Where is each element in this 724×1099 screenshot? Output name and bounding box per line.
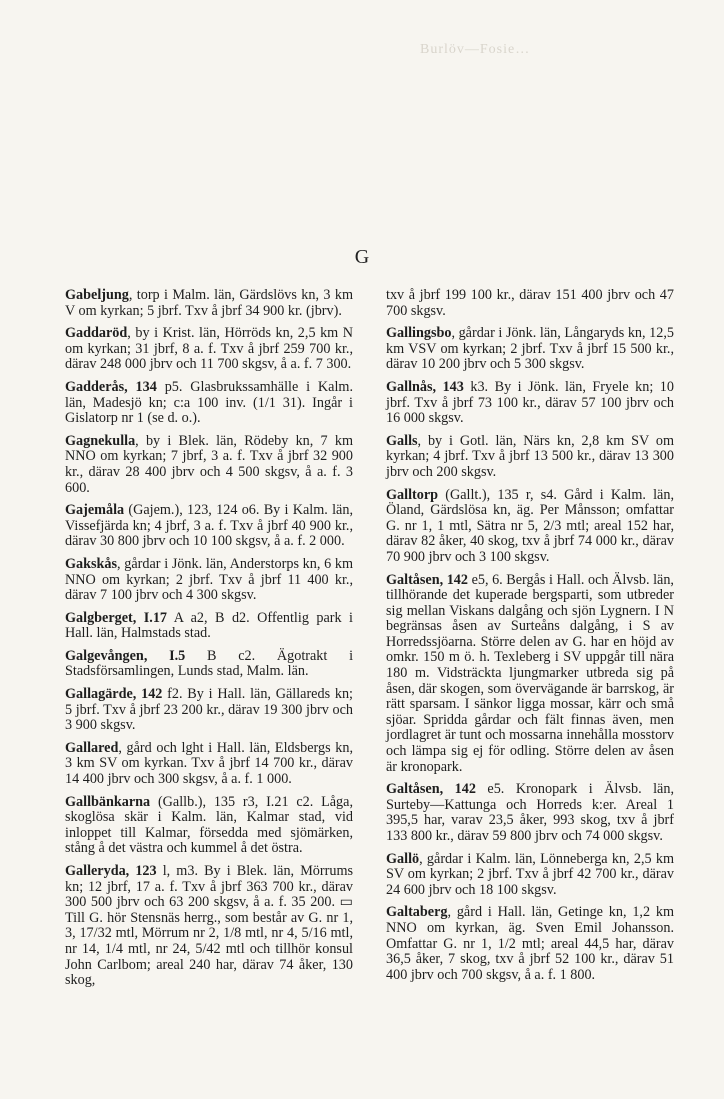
entry-body: txv å jbrf 199 100 kr., därav 151 400 jbrv och 47 700 skgsv. bbox=[386, 287, 674, 319]
show-through-text: Burlöv—Fosie… bbox=[420, 42, 531, 57]
entry-headword: Gakskås bbox=[65, 555, 118, 572]
entry-body: p5. Glasbrukssamhälle i Kalm. län, Madesjö kn; c:a 100 inv. (1/1 31). Ingår i Gislatorp nr 1 (se d. o.). bbox=[65, 378, 354, 427]
entry-body: (Gallb.), 135 r3, I.21 c2. Låga, skoglösa skär i Kalm. län, Kalmar stad, vid inloppet till Kalmar, försedda med sjömärken, stång å det västra och kummel å det östra. bbox=[65, 793, 353, 857]
entry-body: A a2, B d2. Offentlig park i Hall. län, Halmstads stad. bbox=[65, 609, 353, 642]
dictionary-entry bbox=[65, 288, 353, 319]
entry-body: (Gallt.), 135 r, s4. Gård i Kalm. län, Öland, Gärdslösa kn, äg. Per Månsson; omfattar G. nr 1, 1 mtl, Sätra nr 5, 2/3 mtl; areal 152 har, därav 82 åker, 40 skog, txv å jbrf 74 000 kr., därav 70 900 jbrv och 3 100 skgsv. bbox=[386, 486, 674, 565]
entry-body: , by i Blek. län, Rödeby kn, 7 km NNO om kyrkan; 7 jbrf, 3 a. f. Txv å jbrf 32 900 kr., därav 28 400 jbrv och 4 500 skgsv, å a. f. 3 600. bbox=[65, 432, 353, 496]
dictionary-entry bbox=[386, 288, 674, 319]
entry-body: (Gajem.), 123, 124 o6. By i Kalm. län, Vissefjärda kn; 4 jbrf, 3 a. f. Txv å jbrf 40 900 kr., därav 30 800 jbrv och 10 100 skgsv, å a. f. 2 000. bbox=[65, 502, 353, 550]
entry-headword: Gallnås, 143 bbox=[386, 378, 464, 395]
entry-headword: Gallagärde, 142 bbox=[65, 686, 163, 703]
entry-body: , gårdar i Jönk. län, Långaryds kn, 12,5 km VSV om kyrkan; 2 jbrf. Txv å jbrf 15 500 kr., därav 10 200 jbrv och 5 300 skgsv. bbox=[386, 325, 674, 373]
dictionary-entry bbox=[65, 326, 353, 373]
entry-body: , gårdar i Jönk. län, Anderstorps kn, 6 km NNO om kyrkan; 2 jbrf. Txv å jbrf 11 400 kr., därav 7 100 jbrv och 4 300 skgsv. bbox=[65, 555, 353, 604]
entry-body: , gård i Hall. län, Getinge kn, 1,2 km NNO om kyrkan, äg. Sven Emil Johansson. Omfattar G. nr 1, 1/2 mtl; areal 44,5 har, därav 36,5 åker, 7 skog, txv å jbrf 52 100 kr., därav 51 400 jbrv och 700 skgsv, å a. f. 1 800. bbox=[386, 904, 674, 983]
dictionary-entry bbox=[386, 852, 674, 899]
dictionary-entry bbox=[386, 573, 674, 776]
entry-body: , gårdar i Kalm. län, Lönneberga kn, 2,5 km SV om kyrkan; 2 jbrf. Txv å jbrf 42 700 kr., därav 24 600 jbrv och 18 100 skgsv. bbox=[386, 850, 674, 898]
dictionary-entry bbox=[65, 687, 353, 734]
entry-headword: Galtåsen, 142 bbox=[386, 781, 476, 798]
entry-body: k3. By i Jönk. län, Fryele kn; 10 jbrf. Txv å jbrf 73 100 kr., därav 57 100 jbrv och 16 000 skgsv. bbox=[386, 378, 674, 427]
entry-headword: Gallingsbo bbox=[386, 325, 452, 342]
left-column bbox=[65, 288, 353, 996]
entry-body: e5. Kronopark i Älvsb. län, Surteby—Kattunga och Horreds k:er. Areal 1 395,5 har, varav 23,5 åker, 993 skog, txv å jbrf 133 800 kr., därav 59 800 jbrv och 74 000 skgsv. bbox=[386, 781, 674, 844]
entry-body: f2. By i Hall. län, Gällareds kn; 5 jbrf. Txv å jbrf 23 200 kr., därav 19 300 jbrv och 3 900 skgsv. bbox=[65, 686, 353, 734]
entry-headword: Gaddaröd bbox=[65, 325, 128, 342]
dictionary-entry bbox=[65, 380, 353, 427]
dictionary-entry bbox=[386, 326, 674, 373]
entry-body: B c2. Ägotrakt i Stadsförsamlingen, Lunds stad, Malm. län. bbox=[65, 647, 354, 680]
entry-headword: Gabeljung bbox=[65, 287, 129, 303]
entry-headword: Galleryda, 123 bbox=[65, 863, 157, 879]
entry-headword: Gallbänkarna bbox=[65, 793, 151, 810]
entry-headword: Gajemåla bbox=[65, 502, 125, 519]
entry-headword: Galls bbox=[386, 432, 418, 449]
dictionary-entry bbox=[65, 649, 353, 680]
entry-headword: Gallö bbox=[386, 850, 420, 867]
dictionary-entry bbox=[65, 741, 353, 788]
right-column bbox=[386, 288, 674, 990]
dictionary-entry bbox=[65, 503, 353, 550]
entry-body: e5, 6. Bergås i Hall. och Älvsb. län, tillhörande det kuperade bergsparti, som utbreder sig mellan Viskans dalgång och sjön Lygnern. I N begränsas åsen av Surteåns dalgång, i S av Horredssjöarna. Större delen av G. har en höjd av omkr. 150 m ö. h. Texleberg i SV uppgår till nära 180 m. Vidsträckta ljungmarker utbreda sig på åsen, där skogen, som övervägande är barrskog, är rätt sparsam. I sänkor ligga mossar, kärr och små sjöar. Spridda gårdar och fält finnas även, men jordlagret är tunt och mossarna innehålla mosstorv och lämpa sig ej för odling. Större delen av åsen är kronopark. bbox=[386, 571, 674, 775]
entry-headword: Galltorp bbox=[386, 486, 439, 503]
dictionary-entry bbox=[65, 611, 353, 642]
entry-body: l, m3. By i Blek. län, Mörrums kn; 12 jbrf, 17 a. f. Txv å jbrf 363 700 kr., därav 300 500 jbrv och 63 200 skgsv, å a. f. 35 200. ▭ Till G. hör Stensnäs herrg., som består av G. nr 1, 3, 17/32 mtl, Mörrum nr 2, 1/8 mtl, nr 4, 5/16 mtl, nr 14, 1/4 mtl, nr 24, 5/42 mtl och tillhör konsul John Carlbom; areal 240 har, därav 74 åker, 130 skog, bbox=[65, 863, 354, 989]
dictionary-entry bbox=[386, 434, 674, 481]
dictionary-entry bbox=[65, 557, 353, 604]
entry-headword: Gadderås, 134 bbox=[65, 378, 157, 395]
dictionary-entry bbox=[65, 434, 353, 496]
entry-body: , gård och lght i Hall. län, Eldsbergs kn, 3 km SV om kyrkan. Txv å jbrf 14 700 kr., därav 14 400 jbrv och 300 skgsv, å a. f. 1 000. bbox=[65, 739, 353, 788]
entry-headword: Galtaberg bbox=[386, 904, 448, 921]
entry-body: , torp i Malm. län, Gärdslövs kn, 3 km V om kyrkan; 5 jbrf. Txv å jbrf 34 900 kr. (jbrv). bbox=[65, 287, 353, 319]
dictionary-entry bbox=[386, 905, 674, 983]
dictionary-entry bbox=[65, 795, 353, 857]
dictionary-entry bbox=[386, 782, 674, 844]
dictionary-entry bbox=[386, 488, 674, 566]
entry-headword: Gagnekulla bbox=[65, 432, 136, 449]
entry-headword: Galgberget, I.17 bbox=[65, 609, 168, 626]
entry-body: , by i Gotl. län, Närs kn, 2,8 km SV om kyrkan; 4 jbrf. Txv å jbrf 13 500 kr., därav 13 300 jbrv och 200 skgsv. bbox=[386, 432, 674, 480]
section-letter: G bbox=[354, 246, 370, 268]
entry-headword: Galtåsen, 142 bbox=[386, 571, 468, 588]
entry-body: , by i Krist. län, Hörröds kn, 2,5 km N om kyrkan; 31 jbrf, 8 a. f. Txv å jbrf 259 700 kr., därav 248 000 jbrv och 11 700 skgsv, å a. f. 7 300. bbox=[65, 325, 353, 373]
entry-headword: Gallared bbox=[65, 739, 119, 756]
dictionary-entry bbox=[65, 864, 353, 989]
entry-headword: Galgevången, I.5 bbox=[65, 647, 186, 664]
dictionary-entry bbox=[386, 380, 674, 427]
